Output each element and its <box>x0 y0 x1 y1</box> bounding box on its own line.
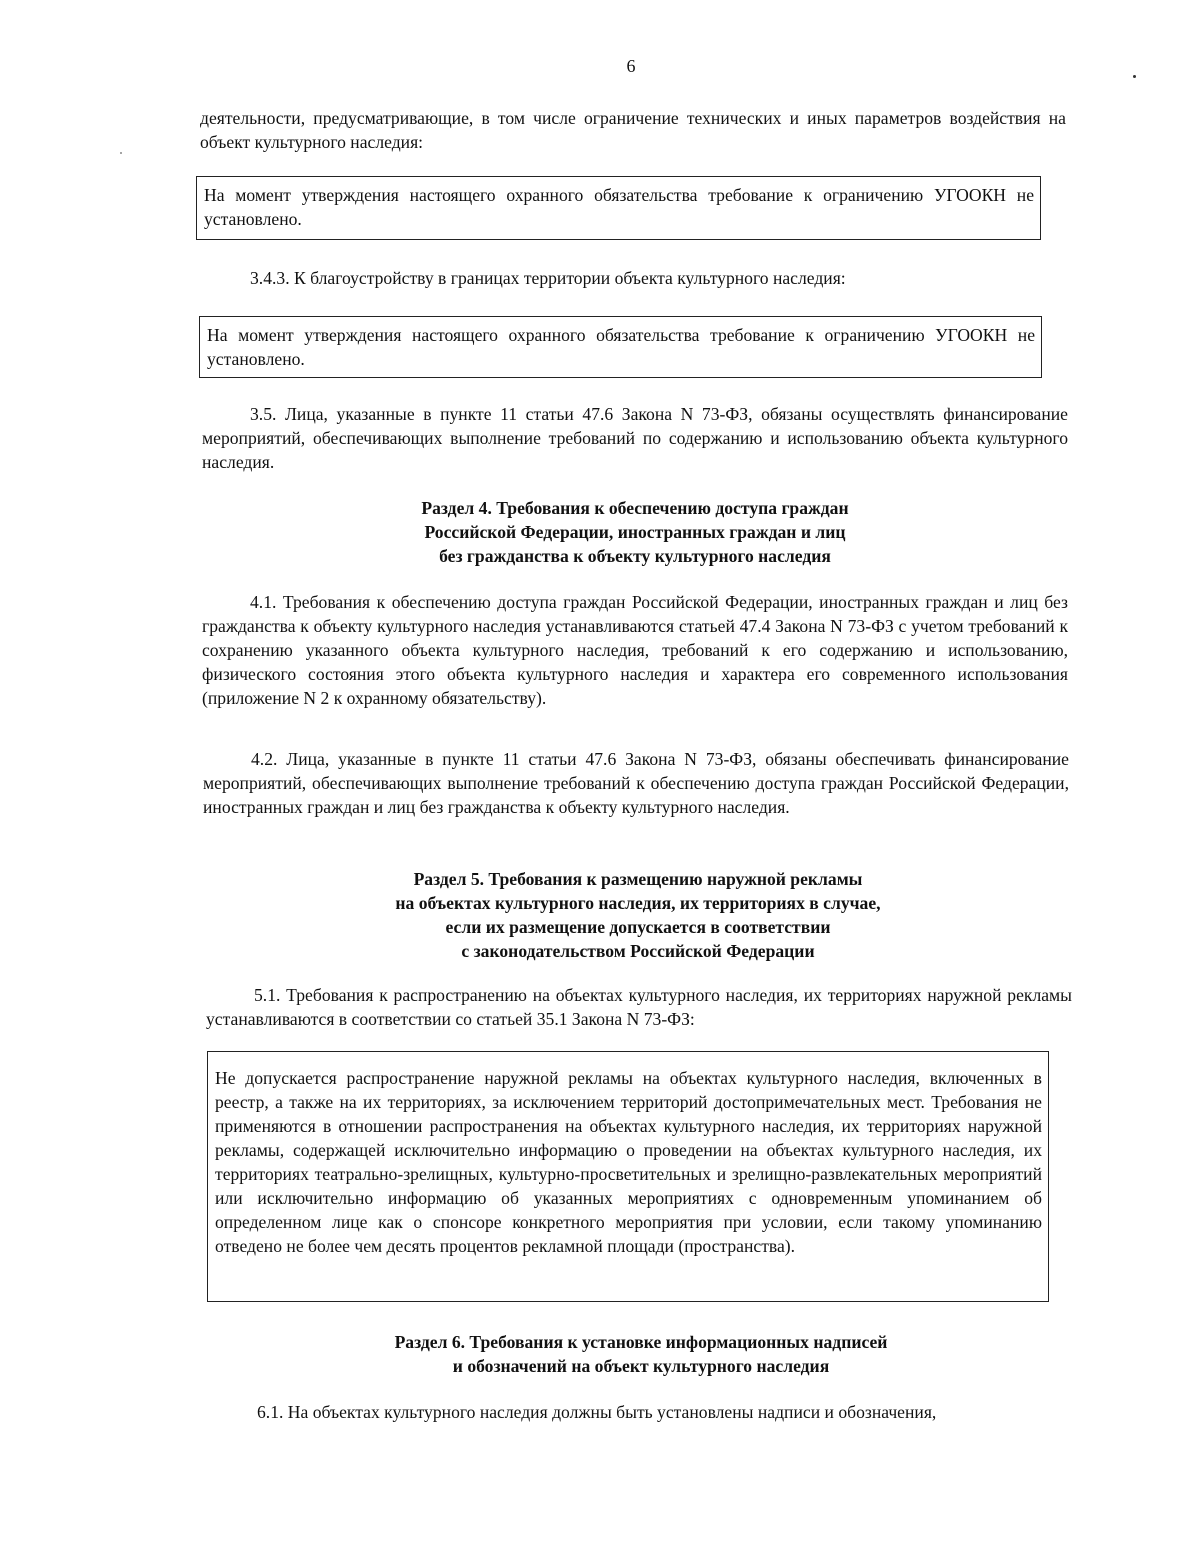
section-5-heading-line: на объектах культурного наследия, их территориях в случае, <box>395 893 881 913</box>
paragraph-3-5: 3.5. Лица, указанные в пункте 11 статьи 47.6 Закона N 73-ФЗ, обязаны осуществлять финансирование мероприятий, обеспечивающих выполнение требований по содержанию и использованию объекта культурного наследия. <box>202 404 1068 472</box>
section-4-heading-line: Раздел 4. Требования к обеспечению доступа граждан <box>421 498 849 518</box>
section-4-heading-line: без гражданства к объекту культурного наследия <box>439 546 831 566</box>
advertising-restriction-box: Не допускается распространение наружной рекламы на объектах культурного наследия, включенных в реестр, а также на их территориях, за исключением территорий достопримечательных мест. Требования не применяются в отношении распространения на объектах культурного наследия, их территориях наружной рекламы, содержащей исключительно информацию о проведении на объектах культурного наследия, их территориях театрально-зрелищных, культурно-просветительных и зрелищно-развлекательных мероприятий или исключительно информацию об указанных мероприятиях с одновременным упоминанием об определенном лице как о спонсоре конкретного мероприятия при условии, если такому упоминанию отведено не более чем десять процентов рекламной площади (пространства). <box>207 1051 1049 1302</box>
page-number: 6 <box>626 56 636 76</box>
paragraph-4-1: 4.1. Требования к обеспечению доступа граждан Российской Федерации, иностранных граждан и лиц без гражданства к объекту культурного наследия устанавливаются статьей 47.4 Закона N 73-ФЗ с учетом требований к сохранению указанного объекта культурного наследия, требований к его содержанию и использованию, физического состояния этого объекта культурного наследия и характера его современного использования (приложение N 2 к охранному обязательству). <box>202 592 1068 708</box>
paragraph-5-1: 5.1. Требования к распространению на объектах культурного наследия, их территориях наружной рекламы устанавливаются в соответствии со статьей 35.1 Закона N 73-ФЗ: <box>206 985 1072 1029</box>
section-6-heading <box>208 1330 1074 1378</box>
requirement-box-1: На момент утверждения настоящего охранного обязательства требование к ограничению УГООКН не установлено. <box>196 176 1041 240</box>
section-5-heading-line: если их размещение допускается в соответствии <box>445 917 831 937</box>
scan-speck <box>1133 75 1136 78</box>
paragraph-6-1: 6.1. На объектах культурного наследия должны быть установлены надписи и обозначения, <box>257 1402 937 1422</box>
intro-paragraph: деятельности, предусматривающие, в том числе ограничение технических и иных параметров воздействия на объект культурного наследия: <box>200 108 1066 152</box>
section-5-heading <box>205 867 1071 963</box>
section-6-heading-line: Раздел 6. Требования к установке информационных надписей <box>394 1332 888 1352</box>
section-6-heading-line: и обозначений на объект культурного наследия <box>452 1356 830 1376</box>
paragraph-4-2: 4.2. Лица, указанные в пункте 11 статьи 47.6 Закона N 73-ФЗ, обязаны обеспечивать финансирование мероприятий, обеспечивающих выполнение требований к обеспечению доступа граждан Российской Федерации, иностранных граждан и лиц без гражданства к объекту культурного наследия. <box>203 749 1069 817</box>
section-4-heading <box>202 496 1068 568</box>
paragraph-3-4-3: 3.4.3. К благоустройству в границах территории объекта культурного наследия: <box>250 268 846 288</box>
section-5-heading-line: с законодательством Российской Федерации <box>461 941 815 961</box>
requirement-box-2: На момент утверждения настоящего охранного обязательства требование к ограничению УГООКН не установлено. <box>199 316 1042 378</box>
section-5-heading-line: Раздел 5. Требования к размещению наружной рекламы <box>413 869 863 889</box>
scan-speck <box>120 152 122 154</box>
section-4-heading-line: Российской Федерации, иностранных граждан и лиц <box>424 522 846 542</box>
